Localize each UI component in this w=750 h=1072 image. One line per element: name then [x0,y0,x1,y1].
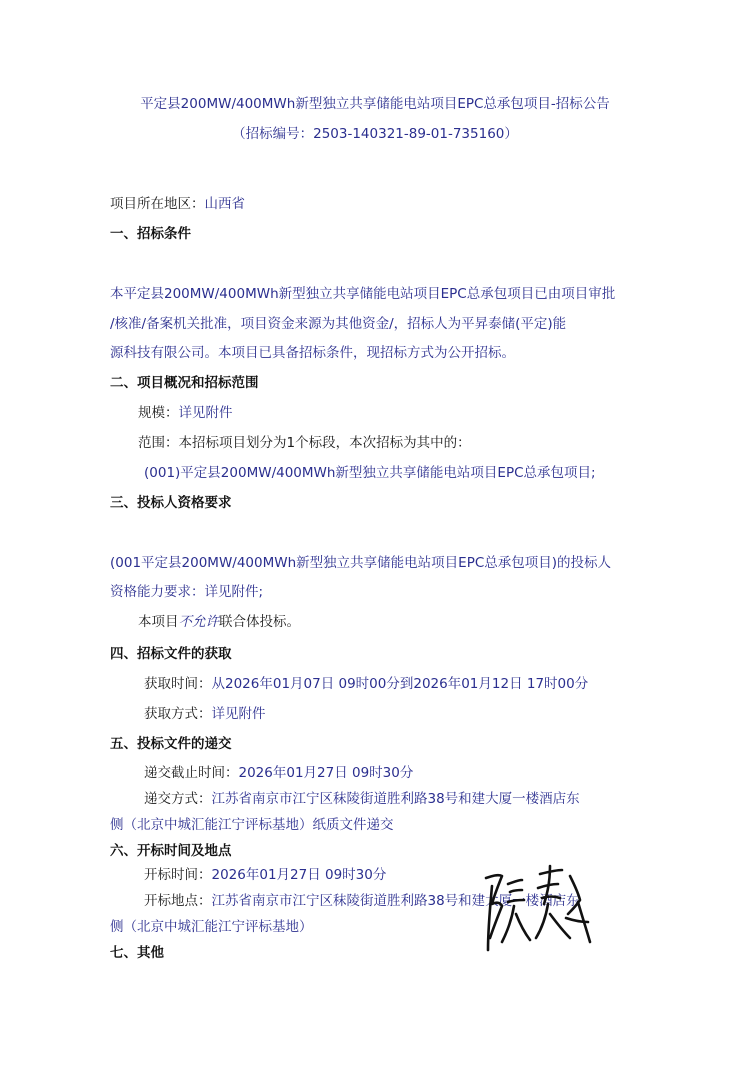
submit-method-value-1: 江苏省南京市江宁区秣陵街道胜利路38号和建大厦一楼酒店东 [211,791,580,807]
region-value: 山西省 [204,196,245,212]
submit-method-label: 递交方式： [144,791,212,807]
submit-method-row [144,789,580,809]
obtain-time-label: 获取时间： [144,676,212,692]
section-7-heading: 七、其他 [110,945,164,961]
opening-time-row [144,865,386,885]
obtain-method-label: 获取方式： [144,706,212,722]
section-3-heading: 三、投标人资格要求 [110,495,232,511]
obtain-method-value: 详见附件 [211,706,266,722]
qualification-line-1: (001平定县200MW/400MWh新型独立共享储能电站项目EPC总承包项目)的投标人 [110,555,612,571]
consortium-row [138,612,300,632]
obtain-time-value: 从2026年01月07日 09时00分到2026年01月12日 17时00分 [211,676,589,692]
opening-place-value-1: 江苏省南京市江宁区秣陵街道胜利路38号和建大厦一楼酒店东 [211,893,580,909]
section-1-line-3: 源科技有限公司。本项目已具备招标条件，现招标方式为公开招标。 [110,345,515,361]
consortium-post: 联合体投标。 [219,614,300,630]
opening-place-label: 开标地点： [144,893,212,909]
qualification-line-2: 资格能力要求：详见附件; [110,584,264,600]
page-title: 平定县200MW/400MWh新型独立共享储能电站项目EPC总承包项目-招标公告 [140,96,610,112]
scope-text: 范围：本招标项目划分为1个标段，本次招标为其中的： [138,435,471,451]
region-label: 项目所在地区： [110,196,205,212]
opening-place-value-2: 侧（北京中城汇能江宁评标基地） [110,919,313,935]
section-6-heading: 六、开标时间及地点 [110,843,232,859]
scale-label: 规模： [138,405,179,421]
tender-number: （招标编号：2503-140321-89-01-735160） [232,126,518,142]
section-2-heading: 二、项目概况和招标范围 [110,375,259,391]
opening-time-value: 2026年01月27日 09时30分 [211,867,387,883]
scale-row [138,403,233,423]
scale-value: 详见附件 [178,405,233,421]
deadline-row [144,763,413,783]
section-1-heading: 一、招标条件 [110,226,191,242]
lot-item: (001)平定县200MW/400MWh新型独立共享储能电站项目EPC总承包项目; [144,465,596,481]
deadline-label: 递交截止时间： [144,765,239,781]
section-4-heading: 四、招标文件的获取 [110,646,232,662]
section-5-heading: 五、投标文件的递交 [110,736,232,752]
submit-method-value-2: 侧（北京中城汇能江宁评标基地）纸质文件递交 [110,817,394,833]
region-row [110,194,245,214]
obtain-time-row [144,674,588,694]
deadline-value: 2026年01月27日 09时30分 [238,765,414,781]
handwritten-signature [478,858,598,958]
consortium-pre: 本项目 [138,614,179,630]
opening-time-label: 开标时间： [144,867,212,883]
section-1-line-1: 本平定县200MW/400MWh新型独立共享储能电站项目EPC总承包项目已由项目审批 [110,286,616,302]
consortium-value: 不允许 [178,614,219,630]
section-1-line-2: /核准/备案机关批准，项目资金来源为其他资金/，招标人为平昇泰储(平定)能 [110,316,567,332]
obtain-method-row [144,704,266,724]
